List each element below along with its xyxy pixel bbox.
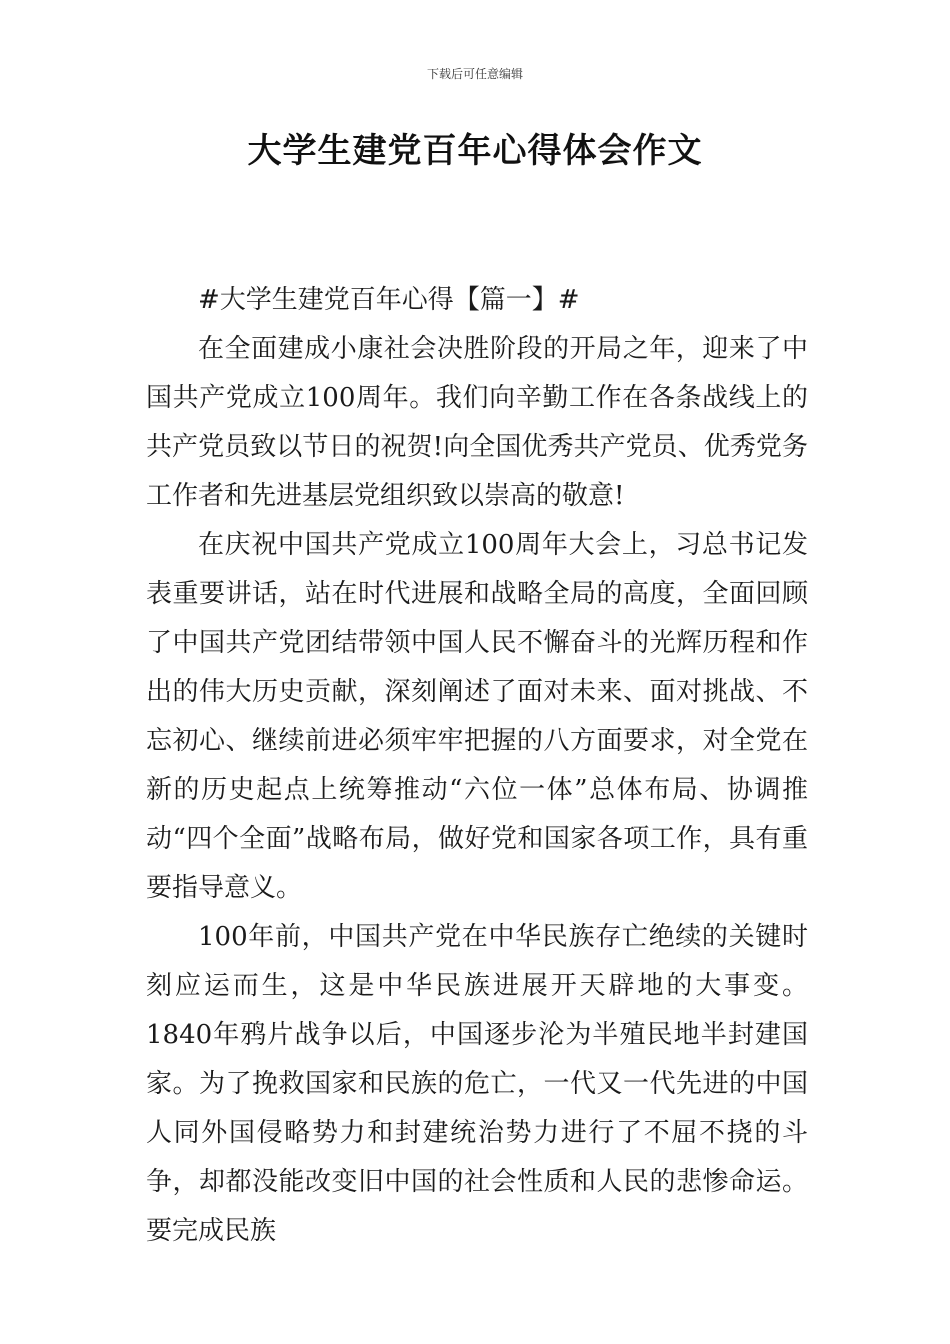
document-title: 大学生建党百年心得体会作文 [247, 131, 703, 171]
paragraph-2: 在庆祝中国共产党成立100周年大会上，习总书记发表重要讲话，站在时代进展和战略全局的高度，全面回顾了中国共产党团结带领中国人民不懈奋斗的光辉历程和作出的伟大历史贡献，深刻阐述了面对未来、面对挑战、不忘初心、继续前进必须牢牢把握的八方面要求，对全党在新的历史起点上统筹推动“六位一体”总体布局、协调推动“四个全面”战略布局，做好党和国家各项工作，具有重要指导意义。 [146, 530, 808, 903]
document-body [146, 276, 808, 1256]
paragraph-3: 100年前，中国共产党在中华民族存亡绝续的关键时刻应运而生，这是中华民族进展开天辟地的大事变。1840年鸦片战争以后，中国逐步沦为半殖民地半封建国家。为了挽救国家和民族的危亡，一代又一代先进的中国人同外国侵略势力和封建统治势力进行了不屈不挠的斗争，却都没能改变旧中国的社会性质和人民的悲惨命运。要完成民族 [146, 922, 808, 1246]
paragraph-1: 在全面建成小康社会决胜阶段的开局之年，迎来了中国共产党成立100周年。我们向辛勤工作在各条战线上的共产党员致以节日的祝贺!向全国优秀共产党员、优秀党务工作者和先进基层党组织致以崇高的敬意! [146, 334, 808, 511]
section-heading: #大学生建党百年心得【篇一】# [198, 285, 580, 315]
header-note: 下载后可任意编辑 [426, 67, 523, 81]
